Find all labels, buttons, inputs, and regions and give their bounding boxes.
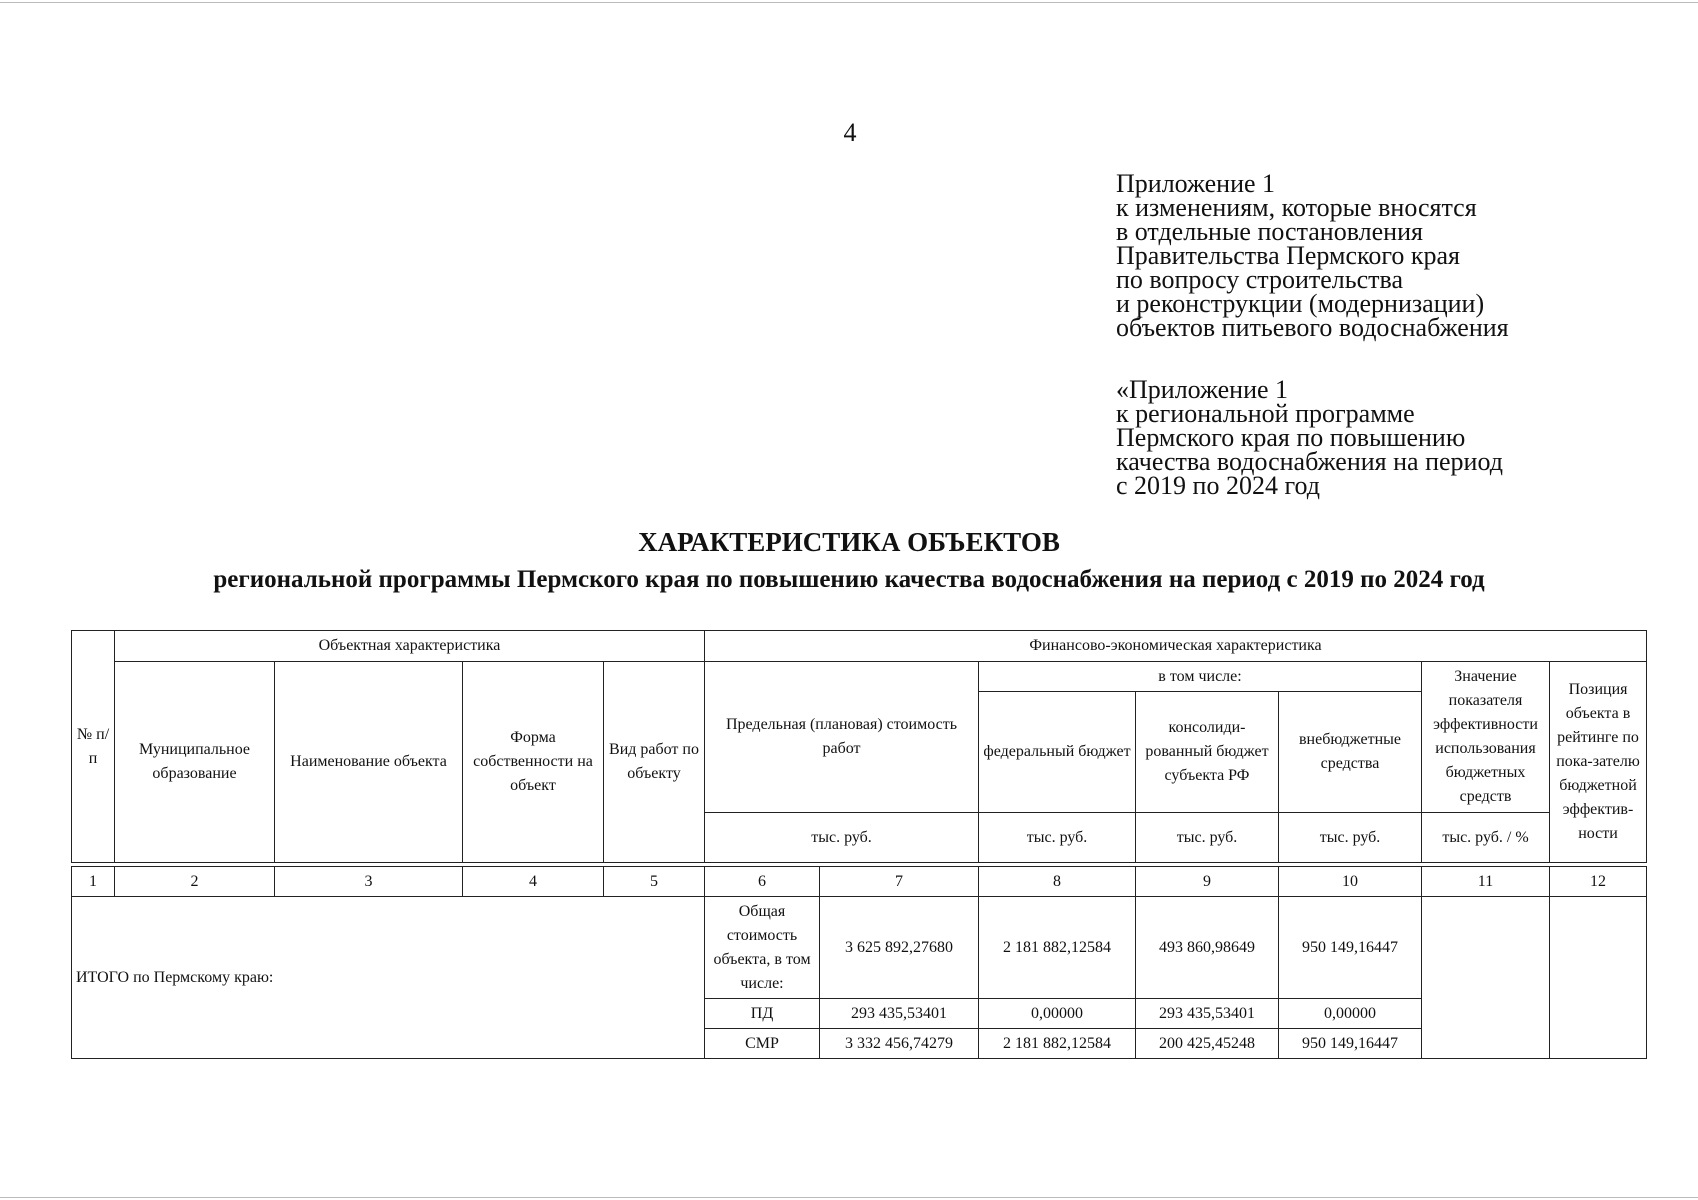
header-finance-group: Финансово-экономическая характеристика bbox=[705, 631, 1647, 662]
header-extrabudget: внебюджетные средства bbox=[1279, 692, 1422, 813]
page-number: 4 bbox=[843, 118, 857, 147]
scan-edge-top bbox=[0, 2, 1698, 3]
cell-extrabudget: 0,00000 bbox=[1279, 999, 1422, 1029]
appendix-note-line: Правительства Пермского края bbox=[1116, 241, 1460, 270]
column-number: 10 bbox=[1279, 867, 1422, 897]
column-number: 1 bbox=[72, 867, 115, 897]
appendix-quote-line: качества водоснабжения на период bbox=[1116, 447, 1503, 476]
unit-consolidated: тыс. руб. bbox=[1136, 813, 1279, 863]
header-object-name: Наименование объекта bbox=[275, 662, 463, 863]
cell-consolidated: 493 860,98649 bbox=[1136, 897, 1279, 999]
appendix-note bbox=[1116, 169, 1509, 342]
document-subtitle: региональной программы Пермского края по повышению качества водоснабжения на период с 2019 по 2024 год bbox=[213, 566, 1485, 593]
table-row bbox=[72, 897, 1647, 999]
column-numbers-row bbox=[72, 867, 1647, 897]
appendix-quote-line: с 2019 по 2024 год bbox=[1116, 471, 1320, 500]
appendix-note-line: Приложение 1 bbox=[1116, 169, 1276, 198]
unit-efficiency: тыс. руб. / % bbox=[1422, 813, 1550, 863]
cell-consolidated: 200 425,45248 bbox=[1136, 1029, 1279, 1059]
appendix-note-line: к изменениям, которые вносятся bbox=[1116, 193, 1477, 222]
header-row-sub bbox=[72, 662, 1647, 692]
unit-federal: тыс. руб. bbox=[979, 813, 1136, 863]
appendix-note-line: по вопросу строительства bbox=[1116, 265, 1404, 294]
cell-efficiency bbox=[1422, 897, 1550, 1059]
appendix-quote-line: «Приложение 1 bbox=[1116, 375, 1289, 404]
scan-edge-bottom bbox=[0, 1197, 1698, 1198]
column-number: 6 bbox=[705, 867, 820, 897]
cell-cost: 3 625 892,27680 bbox=[820, 897, 979, 999]
header-object-group: Объектная характеристика bbox=[115, 631, 705, 662]
total-label: ИТОГО по Пермскому краю: bbox=[72, 897, 705, 1059]
column-number: 3 bbox=[275, 867, 463, 897]
column-number: 7 bbox=[820, 867, 979, 897]
header-position: Позиция объекта в рейтинге по пока-зателю бюджетной эффектив-ности bbox=[1550, 662, 1647, 863]
header-consolidated: консолиди-рованный бюджет субъекта РФ bbox=[1136, 692, 1279, 813]
header-federal: федеральный бюджет bbox=[979, 692, 1136, 813]
cell-cost: 3 332 456,74279 bbox=[820, 1029, 979, 1059]
column-number: 9 bbox=[1136, 867, 1279, 897]
unit-extrabudget: тыс. руб. bbox=[1279, 813, 1422, 863]
objects-table bbox=[71, 630, 1647, 1059]
header-including: в том числе: bbox=[979, 662, 1422, 692]
header-efficiency: Значение показателя эффективности использования бюджетных средств bbox=[1422, 662, 1550, 813]
appendix-note-line: в отдельные постановления bbox=[1116, 217, 1423, 246]
appendix-quote-line: Пермского края по повышению bbox=[1116, 423, 1466, 452]
unit-cost: тыс. руб. bbox=[705, 813, 979, 863]
cell-consolidated: 293 435,53401 bbox=[1136, 999, 1279, 1029]
header-ownership: Форма собственности на объект bbox=[463, 662, 604, 863]
cell-federal: 2 181 882,12584 bbox=[979, 897, 1136, 999]
cell-cost: 293 435,53401 bbox=[820, 999, 979, 1029]
column-number: 8 bbox=[979, 867, 1136, 897]
row-label: Общая стоимость объекта, в том числе: bbox=[705, 897, 820, 999]
appendix-note-line: объектов питьевого водоснабжения bbox=[1116, 313, 1509, 342]
appendix-note-line: и реконструкции (модернизации) bbox=[1116, 289, 1485, 318]
column-number: 12 bbox=[1550, 867, 1647, 897]
column-number: 2 bbox=[115, 867, 275, 897]
column-number: 5 bbox=[604, 867, 705, 897]
header-municipality: Муниципальное образование bbox=[115, 662, 275, 863]
row-label: СМР bbox=[705, 1029, 820, 1059]
header-work-type: Вид работ по объекту bbox=[604, 662, 705, 863]
appendix-quote bbox=[1116, 375, 1503, 500]
cell-federal: 2 181 882,12584 bbox=[979, 1029, 1136, 1059]
cell-extrabudget: 950 149,16447 bbox=[1279, 1029, 1422, 1059]
document-title: ХАРАКТЕРИСТИКА ОБЪЕКТОВ bbox=[638, 527, 1060, 557]
row-label: ПД bbox=[705, 999, 820, 1029]
header-num: № п/п bbox=[72, 631, 115, 863]
header-cost: Предельная (плановая) стоимость работ bbox=[705, 662, 979, 813]
header-row-groups bbox=[72, 631, 1647, 662]
column-number: 11 bbox=[1422, 867, 1550, 897]
cell-position bbox=[1550, 897, 1647, 1059]
cell-federal: 0,00000 bbox=[979, 999, 1136, 1029]
column-number: 4 bbox=[463, 867, 604, 897]
appendix-quote-line: к региональной программе bbox=[1116, 399, 1415, 428]
cell-extrabudget: 950 149,16447 bbox=[1279, 897, 1422, 999]
